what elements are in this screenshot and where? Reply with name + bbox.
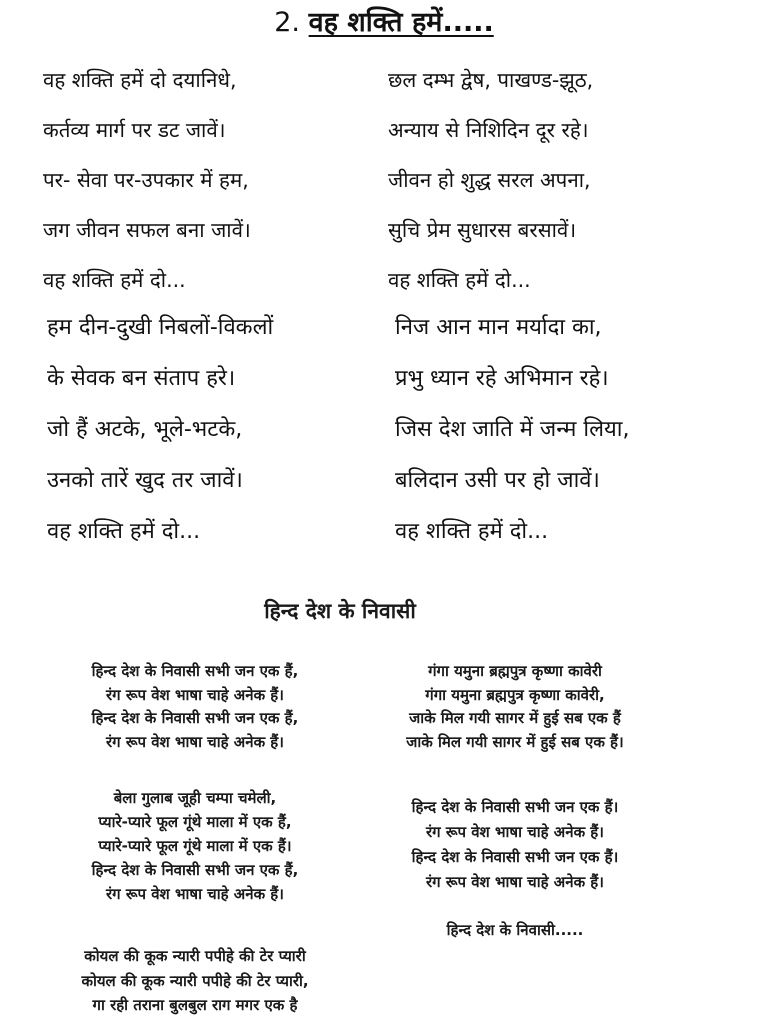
refrain-line: वह शक्ति हमें दो...	[47, 519, 201, 544]
verse-line: पर- सेवा पर-उपकार में हम,	[43, 168, 249, 192]
verse-line: हिन्द देश के निवासी सभी जन एक हैं।	[411, 798, 619, 816]
poem1-stanza2-left	[47, 308, 273, 563]
poem2-right-block-2	[350, 795, 680, 895]
verse-line: जाके मिल गयी सागर में हुई सब एक हैं	[409, 709, 621, 727]
refrain-line: वह शक्ति हमें दो...	[43, 268, 186, 292]
verse-line: वह शक्ति हमें दो दयानिधे,	[43, 68, 237, 92]
verse-line: हिन्द देश के निवासी सभी जन एक हैं,	[91, 662, 299, 680]
refrain-line: वह शक्ति हमें दो...	[388, 268, 531, 292]
poem2-left-block-2	[30, 786, 360, 906]
verse-line: कोयल की कूक न्यारी पपीहे की टेर प्यारी,	[81, 971, 309, 990]
poem1-number: 2.	[274, 7, 301, 38]
verse-line: रंग रूप वेश भाषा चाहे अनेक हैं।	[106, 885, 284, 903]
verse-line: रंग रूप वेश भाषा चाहे अनेक हैं।	[426, 823, 604, 841]
verse-line: हिन्द देश के निवासी सभी जन एक हैं,	[91, 709, 299, 727]
verse-line: निज आन मान मर्यादा का,	[395, 315, 602, 340]
verse-line: बलिदान उसी पर हो जावें।	[395, 468, 600, 493]
verse-line: सुचि प्रेम सुधारस बरसावें।	[388, 218, 577, 242]
poem2-left-block-1	[30, 660, 360, 754]
verse-line: जाके मिल गयी सागर में हुई सब एक हैं।	[406, 732, 624, 751]
poem1-title-text: वह शक्ति हमें.....	[308, 7, 494, 38]
verse-line: बेला गुलाब जूही चम्पा चमेली,	[113, 789, 277, 807]
verse-line: जीवन हो शुद्ध सरल अपना,	[388, 168, 591, 192]
poem2-left-block-3	[30, 944, 360, 1018]
refrain-line: वह शक्ति हमें दो...	[395, 519, 549, 544]
poem1-stanza2-right	[395, 308, 629, 563]
verse-line: प्रभु ध्यान रहे अभिमान रहे।	[395, 366, 609, 391]
verse-line: उनको तारें खुद तर जावें।	[47, 468, 243, 493]
verse-line: गंगा यमुना ब्रह्मपुत्र कृष्णा कावेरी,	[425, 685, 605, 704]
poem2-right-block-1	[350, 660, 680, 754]
verse-line: रंग रूप वेश भाषा चाहे अनेक हैं।	[106, 732, 284, 751]
verse-line: जिस देश जाति में जन्म लिया,	[395, 417, 630, 442]
poem1-title	[0, 6, 768, 40]
verse-line: कर्तव्य मार्ग पर डट जावें।	[43, 118, 226, 142]
refrain-line: हिन्द देश के निवासी.....	[446, 921, 584, 939]
verse-line: प्यारे-प्यारे फूल गूंथे माला में एक हैं।	[98, 837, 292, 855]
verse-line: हिन्द देश के निवासी सभी जन एक हैं,	[91, 861, 299, 879]
verse-line: गा रही तराना बुलबुल राग मगर एक है	[92, 996, 298, 1014]
poem1-stanza1-left	[43, 60, 251, 310]
verse-line: रंग रूप वेश भाषा चाहे अनेक हैं।	[106, 685, 284, 704]
verse-line: अन्याय से निशिदिन दूर रहे।	[388, 118, 589, 142]
poem2-right-block-3	[350, 918, 680, 942]
verse-line: छल दम्भ द्वेष, पाखण्ड-झूठ,	[388, 68, 594, 92]
verse-line: रंग रूप वेश भाषा चाहे अनेक हैं।	[426, 873, 604, 891]
verse-line: गंगा यमुना ब्रह्मपुत्र कृष्णा कावेरी	[428, 662, 602, 680]
verse-line: जो हैं अटके, भूले-भटके,	[47, 417, 243, 442]
verse-line: हिन्द देश के निवासी सभी जन एक हैं।	[411, 848, 619, 866]
verse-line: प्यारे-प्यारे फूल गूंथे माला में एक हैं,	[98, 813, 292, 831]
poem1-stanza1-right	[388, 60, 593, 310]
verse-line: जग जीवन सफल बना जावें।	[43, 218, 251, 242]
poem2-title: हिन्द देश के निवासी	[264, 599, 416, 623]
verse-line: हम दीन-दुखी निबलों-विकलों	[47, 315, 274, 340]
verse-line: कोयल की कूक न्यारी पपीहे की टेर प्यारी	[84, 947, 306, 965]
verse-line: के सेवक बन संताप हरे।	[47, 366, 236, 391]
